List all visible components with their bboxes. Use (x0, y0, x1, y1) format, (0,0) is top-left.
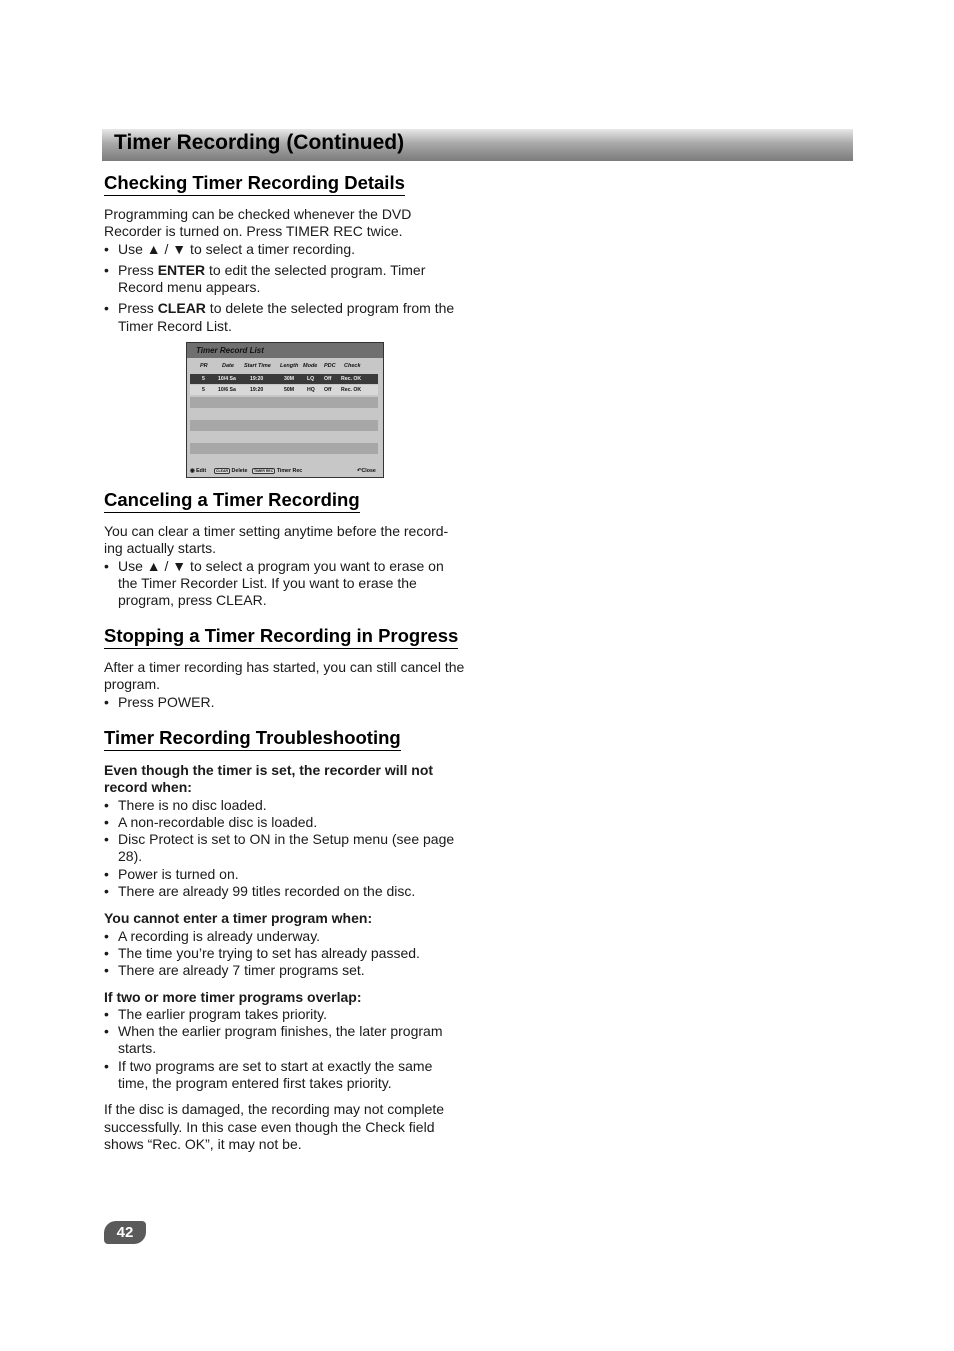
checking-list (104, 241, 466, 335)
list-item: • There are already 7 timer programs set. (104, 962, 466, 979)
section-stopping (104, 625, 466, 711)
col-header: PR (200, 363, 208, 369)
page-number: 42 (104, 1221, 146, 1244)
list-item: • A non-recordable disc is loaded. (104, 814, 466, 831)
list-item: • The time you’re trying to set has already passed. (104, 945, 466, 962)
closing-paragraph: If the disc is damaged, the recording may not complete successfully. In this case even though the Check field shows “Rec. OK”, it may not be. (104, 1101, 445, 1152)
empty-row (190, 420, 378, 431)
return-icon: ↶ (357, 468, 362, 474)
col-header: Date (222, 363, 234, 369)
group3-list (104, 1006, 466, 1092)
empty-row (190, 443, 378, 454)
screen-title: Timer Record List (196, 346, 264, 355)
col-header: Start Time (244, 363, 271, 369)
footer-close: ↶Close (357, 468, 376, 474)
col-header: Mode (303, 363, 318, 369)
list-item: • Press ENTER to edit the selected program. Timer Record menu appears. (104, 262, 466, 297)
footer-delete: CLEAR Delete (216, 468, 248, 474)
timer-record-list-screen (186, 342, 384, 478)
group-title: Even though the timer is set, the recorder will not record when: (104, 762, 434, 796)
col-header: Length (280, 363, 299, 369)
list-item: • Press CLEAR to delete the selected program from the Timer Record List. (104, 300, 466, 335)
group-title: You cannot enter a timer program when: (104, 910, 373, 927)
heading-checking: Checking Timer Recording Details (104, 172, 405, 196)
footer-edit: ◉ Edit (190, 468, 207, 474)
list-item: • Use ▲ / ▼ to select a program you want to erase on the Timer Recorder List. If you want to erase the program, press CLEAR. (104, 558, 466, 610)
section-checking (104, 172, 466, 335)
list-item: • If two programs are set to start at exactly the same time, the program entered first takes priority. (104, 1058, 466, 1093)
list-item: • Press POWER. (104, 694, 466, 711)
page-title: Timer Recording (Continued) (114, 131, 405, 154)
section-troubleshooting (104, 727, 466, 1153)
group-title: If two or more timer programs overlap: (104, 988, 362, 1005)
list-item: • Disc Protect is set to ON in the Setup menu (see page 28). (104, 831, 466, 866)
footer-timer: TIMER REC Timer Rec (254, 468, 303, 474)
group2-list (104, 928, 466, 980)
heading-canceling: Canceling a Timer Recording (104, 489, 360, 513)
checking-intro: Programming can be checked whenever the DVD Recorder is turned on. Press TIMER REC twice. (104, 206, 412, 240)
col-header: Check (344, 363, 361, 369)
canceling-intro: You can clear a timer setting anytime before the record-ing actually starts. (104, 523, 449, 557)
list-item: • When the earlier program finishes, the later program starts. (104, 1023, 466, 1058)
group1-list (104, 797, 466, 901)
empty-row (190, 397, 378, 408)
heading-troubleshooting: Timer Recording Troubleshooting (104, 727, 401, 751)
title-banner (102, 129, 853, 161)
list-item: • Use ▲ / ▼ to select a timer recording. (104, 241, 466, 258)
stopping-intro: After a timer recording has started, you can still cancel the program. (104, 659, 465, 693)
clear-key-icon: CLEAR (216, 469, 229, 473)
canceling-list (104, 558, 466, 610)
stopping-list (104, 694, 466, 711)
list-item: • A recording is already underway. (104, 928, 466, 945)
list-item: • There are already 99 titles recorded on the disc. (104, 883, 466, 900)
list-item: • Power is turned on. (104, 866, 466, 883)
heading-stopping: Stopping a Timer Recording in Progress (104, 625, 458, 649)
table-row[interactable]: 5 10/6 Sa 19:20 50M HQ Off Rec. OK (190, 385, 378, 395)
list-item: • There is no disc loaded. (104, 797, 466, 814)
timer-rec-key-icon: TIMER REC (254, 469, 274, 473)
section-canceling (104, 489, 466, 609)
screen-title-bar (187, 343, 383, 358)
col-header: PDC (324, 363, 336, 369)
table-row[interactable]: 5 10/4 Sa 19:20 30M LQ Off Rec. OK (190, 374, 378, 384)
list-item: • The earlier program takes priority. (104, 1006, 466, 1023)
